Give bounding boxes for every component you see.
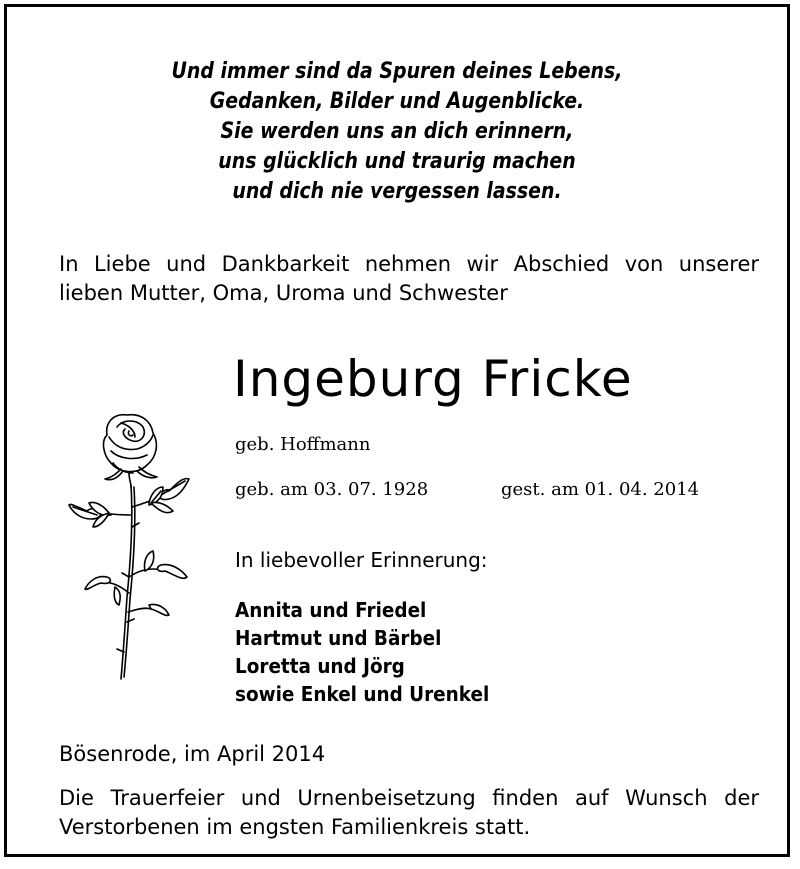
quote-line: Und immer sind da Spuren deines Lebens, <box>171 59 623 84</box>
quote-line: uns glücklich und traurig machen <box>218 149 576 174</box>
ceremony-note: Die Trauerfeier und Urnenbeisetzung finden auf Wunsch der Verstorbenen im engsten Familienkreis statt. <box>59 786 759 839</box>
mourners-list <box>235 596 489 708</box>
maiden-name: geb. Hoffmann <box>235 434 371 455</box>
quote-line: Gedanken, Bilder und Augenblicke. <box>209 89 585 114</box>
death-date: gest. am 01. 04. 2014 <box>501 479 700 500</box>
obituary-frame <box>4 4 790 857</box>
deceased-name: Ingeburg Fricke <box>233 350 633 408</box>
mourner-entry: Hartmut und Bärbel <box>235 626 442 650</box>
intro-text: In Liebe und Dankbarkeit nehmen wir Abschied von unserer lieben Mutter, Oma, Uroma und Schwester <box>59 252 759 305</box>
place-and-date: Bösenrode, im April 2014 <box>59 742 326 766</box>
quote-line: Sie werden uns an dich erinnern, <box>220 119 574 144</box>
mourner-entry: sowie Enkel und Urenkel <box>235 682 490 706</box>
birth-date: geb. am 03. 07. 1928 <box>235 479 429 500</box>
mourner-entry: Loretta und Jörg <box>235 654 405 678</box>
rose-icon <box>65 407 195 687</box>
memory-heading: In liebevoller Erinnerung: <box>235 548 488 572</box>
mourner-entry: Annita und Friedel <box>235 598 427 622</box>
memorial-quote <box>62 57 733 207</box>
quote-line: und dich nie vergessen lassen. <box>232 179 562 204</box>
